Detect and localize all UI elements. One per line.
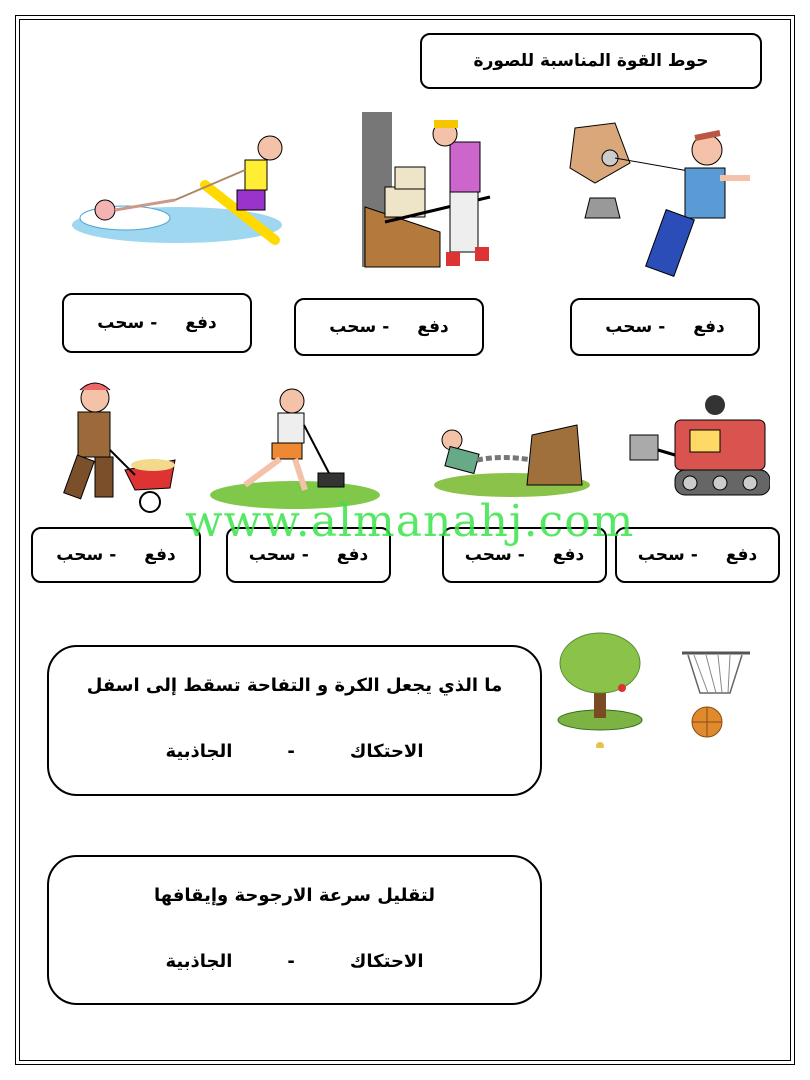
answer-box-robot[interactable] [615,527,780,583]
robot-tractor-image [620,390,770,505]
separator: - [287,951,295,972]
basketball-hoop-image [680,645,755,745]
pull-option[interactable]: سحب [97,313,145,333]
water-ski-image [65,130,290,250]
question-friction-box [47,855,542,1005]
pull-option[interactable]: سحب [464,545,512,565]
push-option[interactable]: دفع [144,545,176,565]
watermark: www.almanahj.com [185,496,635,547]
push-option[interactable]: دفع [552,545,585,565]
separator: - [287,741,295,762]
dolly-worker-image [360,112,520,282]
pull-option[interactable]: سحب [329,317,377,337]
answer-box-dolly[interactable] [294,298,484,356]
pull-option[interactable]: سحب [56,545,104,565]
pull-option[interactable]: سحب [605,317,653,337]
answer-box-rope[interactable] [570,298,760,356]
question-text: لتقليل سرعة الارجوحة وإيقافها [153,885,436,906]
push-option[interactable]: دفع [336,545,369,565]
question-gravity-box [47,645,542,796]
question-text: ما الذي يجعل الكرة و التفاحة تسقط إلى اسفل [86,675,503,696]
option-gravity[interactable]: الجاذبية [165,741,233,762]
separator: - [301,545,309,565]
option-friction[interactable]: الاحتكاك [349,741,424,762]
answer-box-wheelbarrow[interactable] [31,527,201,583]
separator: - [690,545,698,565]
lawn-mower-image [210,385,380,510]
push-option[interactable]: دفع [417,317,449,337]
separator: - [658,317,666,337]
separator: - [517,545,525,565]
separator: - [150,313,158,333]
worksheet-title: حوط القوة المناسبة للصورة [420,33,762,89]
push-option[interactable]: دفع [185,313,217,333]
option-friction[interactable]: الاحتكاك [349,951,424,972]
man-pulling-rope-image [535,118,760,283]
separator: - [109,545,117,565]
push-option[interactable]: دفع [725,545,758,565]
option-gravity[interactable]: الجاذبية [165,951,233,972]
pull-option[interactable]: سحب [637,545,685,565]
apple-tree-image [550,628,650,748]
wheelbarrow-worker-image [50,380,185,520]
answer-box-waterski[interactable] [62,293,252,353]
push-option[interactable]: دفع [693,317,725,337]
stump-pull-image [432,415,592,500]
pull-option[interactable]: سحب [248,545,296,565]
separator: - [382,317,390,337]
